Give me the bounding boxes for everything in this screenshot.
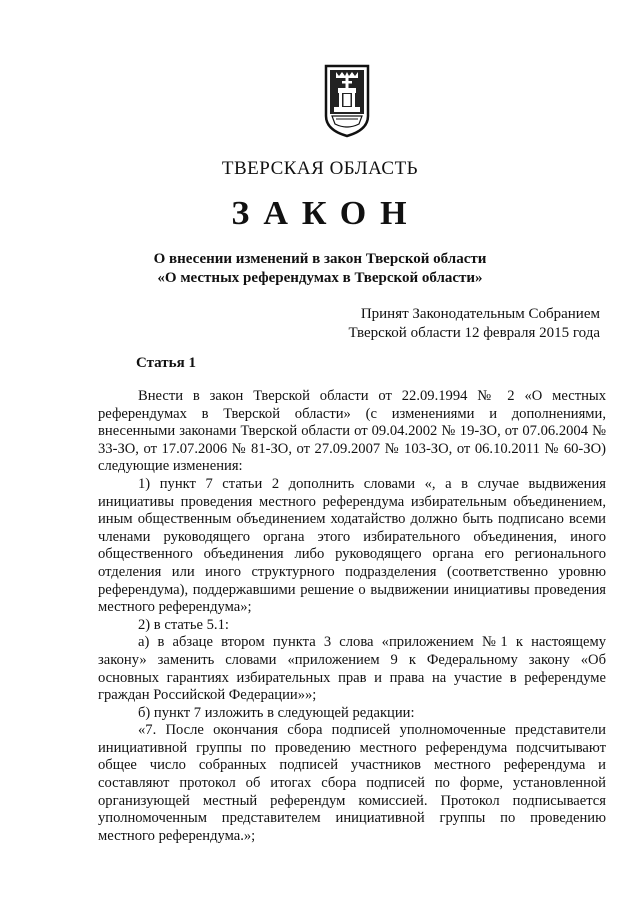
paragraph-item-2: 2) в статье 5.1: bbox=[138, 616, 229, 633]
paragraph-quote-7: «7. После окончания сбора подписей уполномоченные представители инициативной группы по проведению местного референдума подсчитывают общее число собранных подписей участников местного референдума и составляют протокол об итогах сбора подписей по форме, установленной организующей местный референдум комиссией. Протокол подписывается уполномоченным представителем инициативной группы по проведению местного референдума.»; bbox=[98, 722, 606, 844]
paragraph-item-1: 1) пункт 7 статьи 2 дополнить словами «, а в случае выдвижения инициативы проведения местного референдума избирательным объединением, иным общественным объединением ходатайство должно быть подписано всеми членами руководящего органа этого избирательного объединения, иного общественного объединения либо руководящего органа его регионального отделения или иного структурного подразделения (соответственно уровню референдума), поддержавшими решение о выдвижении инициативы проведения местного референдума»; bbox=[98, 475, 606, 616]
adoption-note bbox=[349, 305, 600, 343]
paragraph-intro: Внести в закон Тверской области от 22.09.1994 № 2 «О местных референдумах в Тверской области» (с изменениями и дополнениями, внесенными законами Тверской области от 09.04.2002 № 19-ЗО, от 07.06.2004 № 33-ЗО, от 17.07.2006 № 81-ЗО, от 27.09.2007 № 103-ЗО, от 06.10.2011 № 60-ЗО) следующие изменения: bbox=[98, 388, 606, 475]
tver-coat-of-arms-icon bbox=[322, 64, 372, 138]
article-body bbox=[98, 388, 606, 845]
adoption-line-1: Принят Законодательным Собранием bbox=[360, 306, 600, 322]
subtitle-line-1: О внесении изменений в закон Тверской области bbox=[153, 251, 487, 267]
subtitle-line-2: «О местных референдумах в Тверской области» bbox=[157, 270, 483, 286]
article-heading: Статья 1 bbox=[136, 355, 196, 371]
adoption-line-2: Тверской области 12 февраля 2015 года bbox=[348, 325, 600, 341]
paragraph-item-2b: б) пункт 7 изложить в следующей редакции: bbox=[138, 704, 415, 721]
paragraph-item-2a: а) в абзаце втором пункта 3 слова «приложением №1 к настоящему закону» заменить словами «приложением 9 к Федеральному закону «Об основных гарантиях избирательных прав и права на участие в референдуме граждан Российской Федерации»»; bbox=[98, 634, 606, 704]
region-name: ТВЕРСКАЯ ОБЛАСТЬ bbox=[221, 158, 419, 179]
law-subtitle bbox=[0, 250, 640, 288]
document-type: ЗАКОН bbox=[231, 195, 421, 232]
